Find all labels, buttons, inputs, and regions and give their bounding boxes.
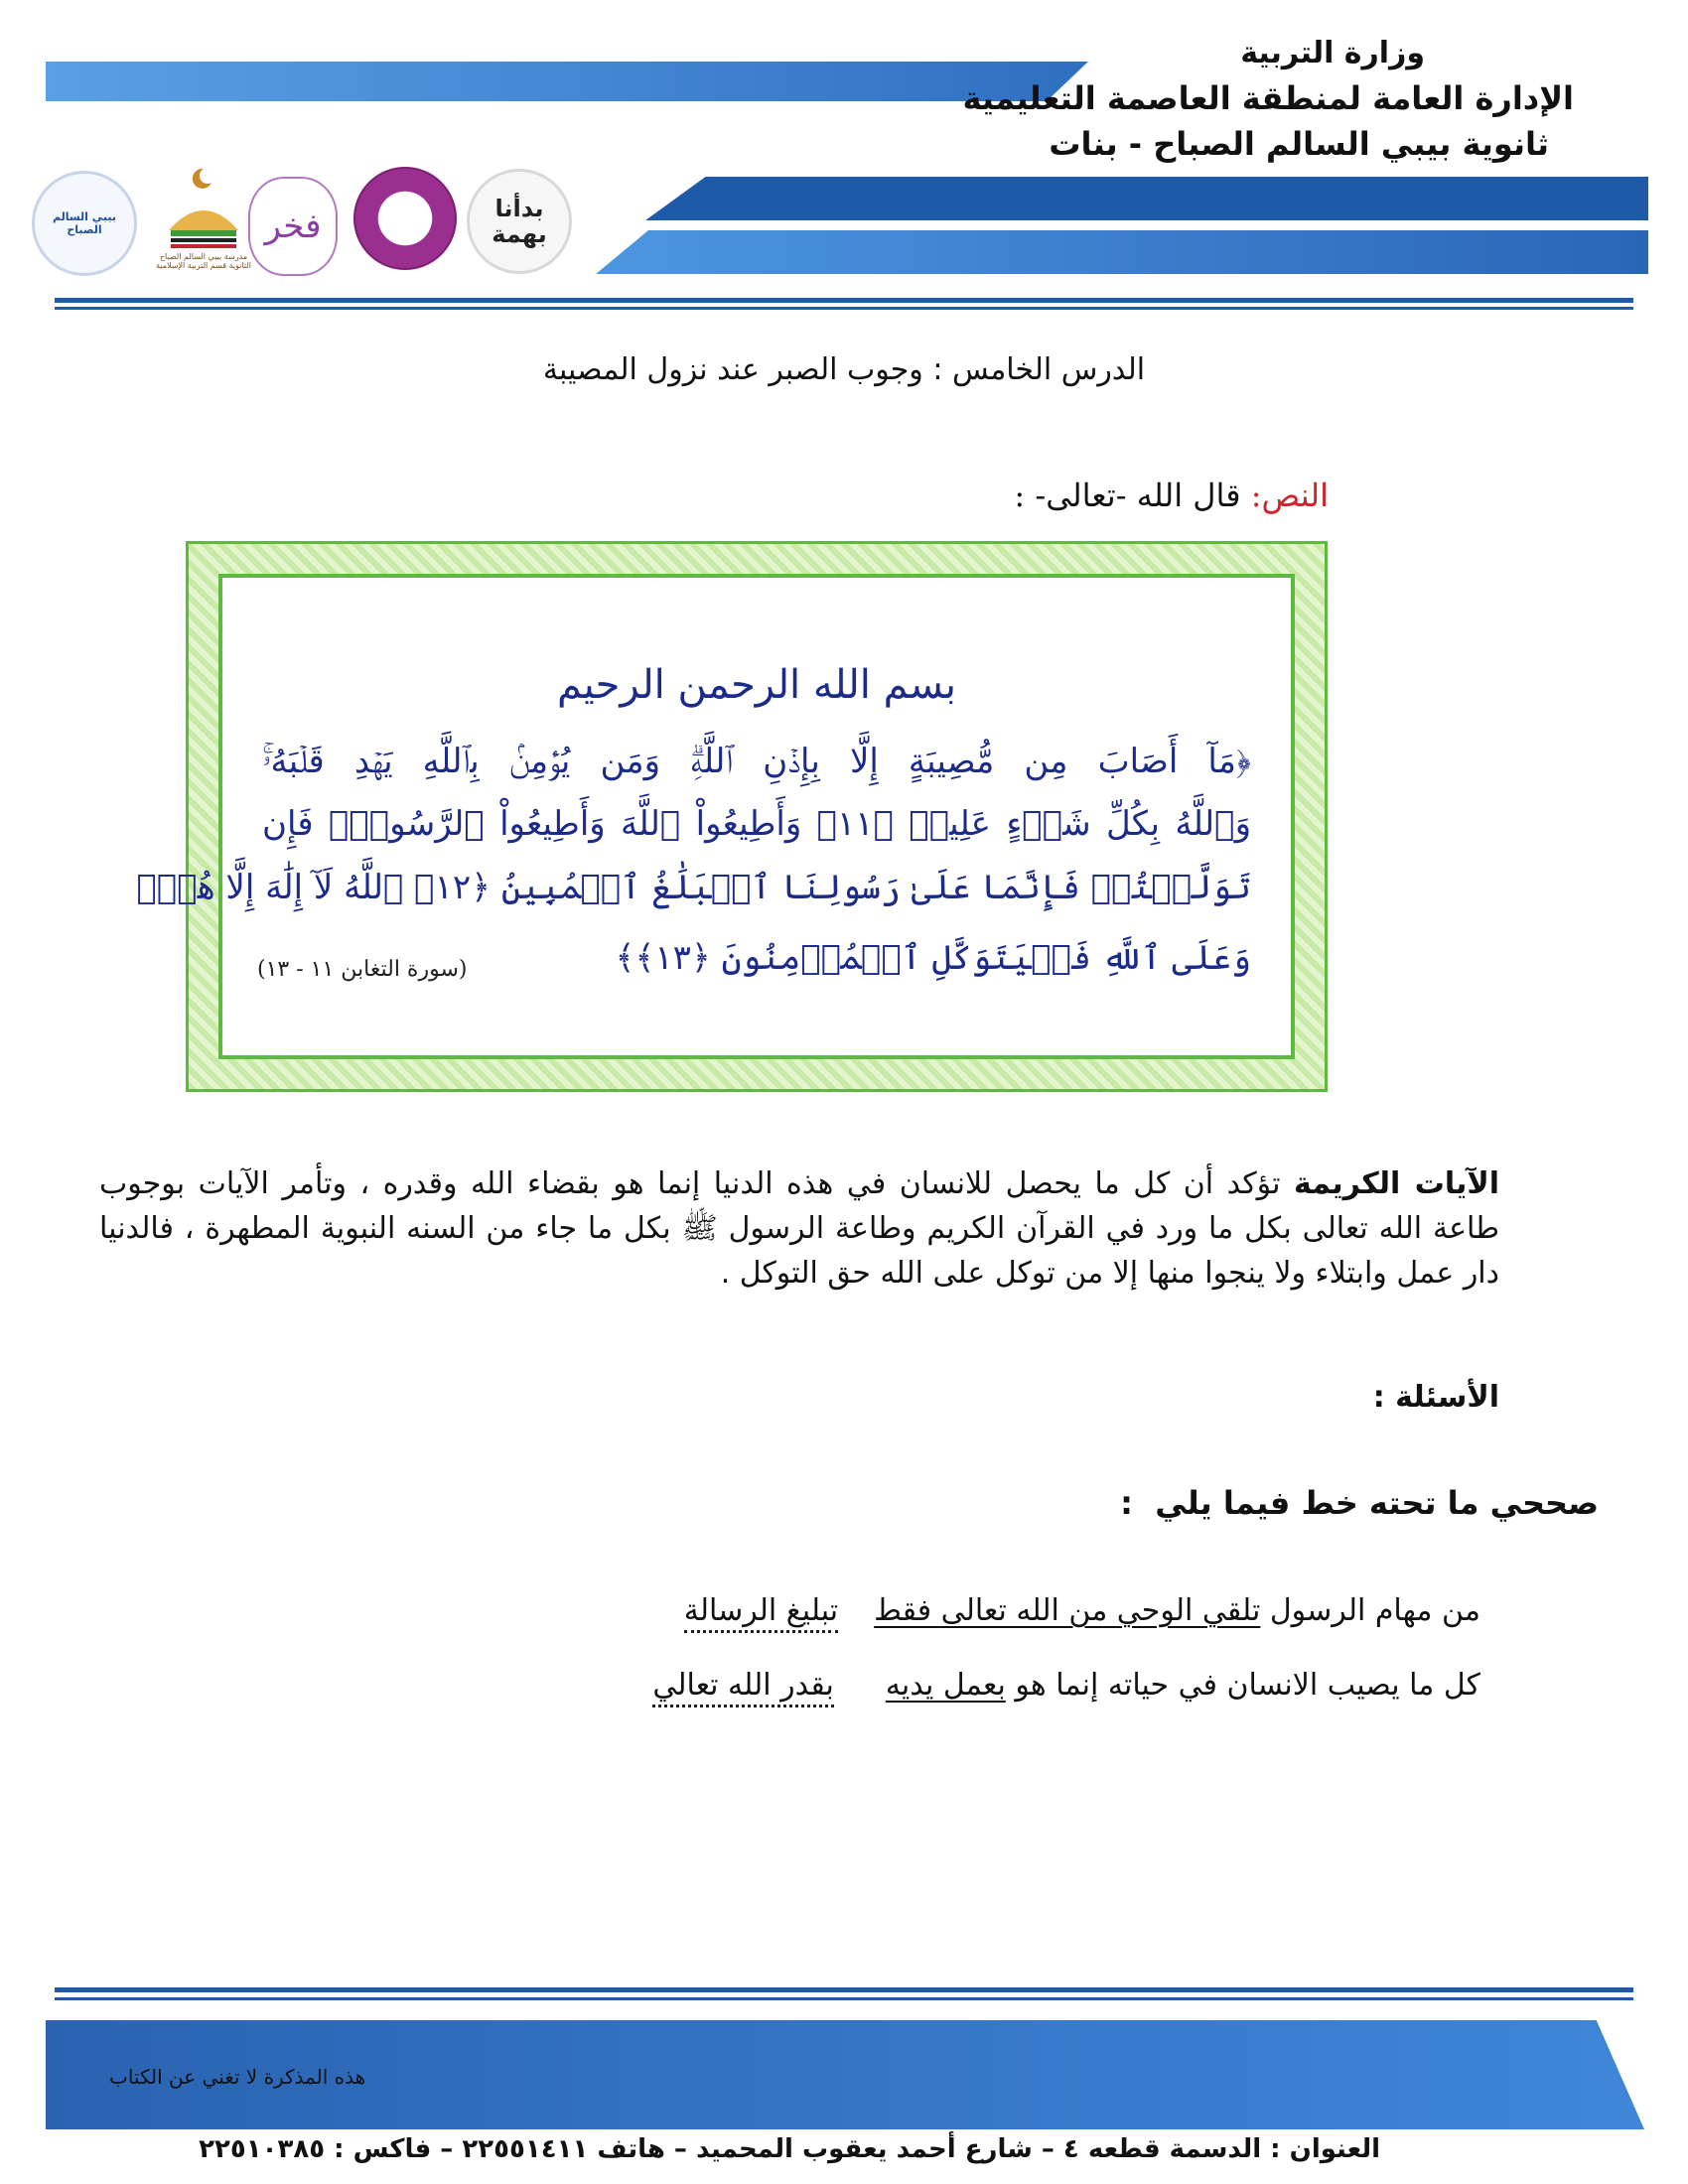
text-label: النص: [1250,477,1329,514]
quran-line-2: وَٱللَّهُ بِكُلِّ شَيۡءٍ عَلِيمٞ ﴿١١﴾ وَأَطِيعُواْ ٱللَّهَ وَأَطِيعُواْ ٱلرَّسُولَۚ فَإِن [262,804,1251,844]
school-logo-text: بيبي السالم الصباح [52,210,117,236]
circle-badge-logo-icon [353,167,457,270]
item-1-prefix: من مهام الرسول [1260,1593,1480,1628]
quran-panel [136,574,1295,1059]
islamic-dept-logo-icon [149,161,258,272]
quran-frame [136,541,1328,1092]
item-1-correction: تبليغ الرسالة [684,1593,838,1633]
header [0,0,1688,318]
school-logo-icon [32,171,137,276]
header-rule-thin [55,307,1633,310]
basmala: بسم الله الرحمن الرحيم [556,662,957,708]
correction-item-2 [652,1633,1499,1703]
lesson-title: الدرس الخامس : وجوب الصبر عند نزول المصيبة [542,352,1146,387]
ministry-name: وزارة التربية [1240,36,1425,70]
quran-line-3: تَوَلَّيۡتُمۡ فَإِنَّمَا عَلَىٰ رَسُولِنَا ٱلۡبَلَٰغُ ٱلۡمُبِينُ ﴿١٢﴾ ٱللَّهُ لَآ إِلَٰهَ إِلَّا هُوَۚ [136,868,1251,907]
footer-note: هذه المذكرة لا تغني عن الكتاب [109,2065,366,2089]
ministry-block [879,32,1574,167]
explanation-lead: الآيات الكريمة [1294,1166,1499,1201]
correct-heading: صححي ما تحته خط فيما يلي : [1120,1484,1599,1522]
surah-reference: (سورة التغابن ١١ - ١٣) [257,957,468,982]
quran-line-4: وَعَلَى ٱللَّهِ فَلۡيَتَوَكَّلِ ٱلۡمُؤۡمِنُونَ ﴿١٣﴾﴾ [615,938,1251,978]
item-2-underlined: بعمل يديه [885,1668,1006,1703]
header-rule-thick [55,298,1633,303]
text-heading [1014,477,1329,514]
item-1-underlined: تلقي الوحي من الله تعالى فقط [874,1593,1261,1628]
footer-address: العنوان : الدسمة قطعه ٤ – شارع أحمد يعقوب المحميد – هاتف ٢٢٥٥١٤١١ – فاكس : ٢٢٥١٠٣٨٥ [199,2134,1380,2164]
school-name: ثانوية بيبي السالم الصباح - بنات [1049,124,1549,163]
correction-item-1 [684,1559,1499,1628]
questions-heading: الأسئلة : [1372,1380,1499,1415]
bedaya-logo-text: بدأنا بهمة [492,195,547,248]
text-intro: قال الله -تعالى- : [1014,477,1241,514]
quran-line-1: ﴿مَآ أَصَابَ مِن مُّصِيبَةٍ إِلَّا بِإِذۡنِ ٱللَّهِۗ وَمَن يُؤۡمِنۢ بِٱللَّهِ يَهۡدِ قَلۡبَهُۥۚ [262,742,1251,781]
footer-rule-thick [55,1987,1633,1992]
explanation-paragraph [99,1161,1499,1296]
item-2-correction: بقدر الله تعالي [652,1668,833,1707]
item-2-prefix: كل ما يصيب الانسان في حياته إنما هو [1005,1668,1480,1703]
calligraphy-logo-text: فخر [264,206,322,246]
header-band-middle [645,177,1648,220]
header-band-lower [596,230,1648,274]
explanation-body: تؤكد أن كل ما يحصل للانسان في هذه الدنيا إنما هو بقضاء الله وقدره ، وتأمر الآيات بوجوب طاعة الله تعالى بكل ما ورد في القرآن الكريم وطاعة الرسول ﷺ بكل ما جاء من السنه النبوية المطهرة ، فالدنيا دار عمل وابتلاء ولا ينجوا منها إلا من توكل على الله حق التوكل . [99,1166,1499,1291]
calligraphy-logo-icon [248,177,338,276]
bedaya-logo-icon [467,169,572,274]
footer-rule-thin [55,1997,1633,2000]
islamic-dept-logo-text: مدرسة بيبي السالم الصباح الثانوية قسم التربية الإسلامية [156,252,251,270]
directorate-name: الإدارة العامة لمنطقة العاصمة التعليمية [962,78,1574,117]
